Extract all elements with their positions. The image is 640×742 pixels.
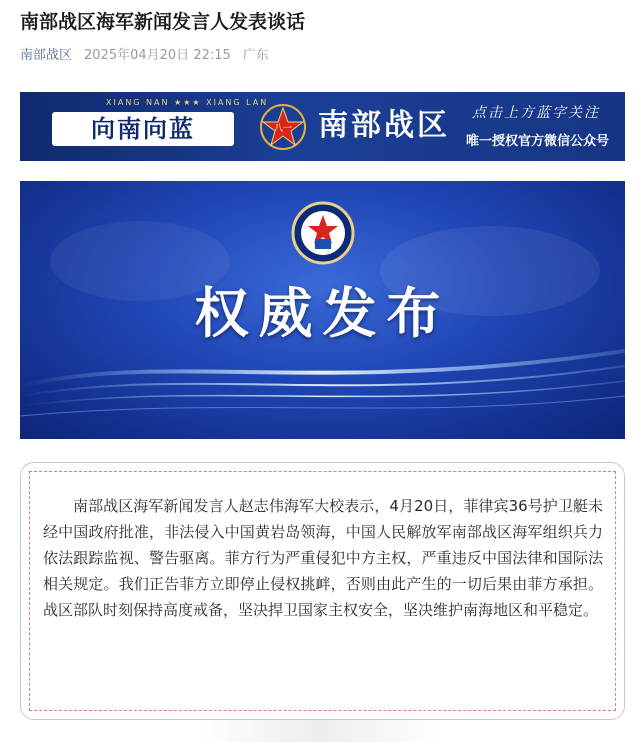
svg-text:八一: 八一 [273,124,293,134]
statement-box [20,462,625,720]
banner-org-name: 南部战区 [318,108,450,143]
publish-location: 广东 [242,48,269,63]
banner-slogan: 向南向蓝 [91,115,195,143]
article-meta [20,44,269,63]
publish-datetime: 2025年04月20日 22:15 [84,48,231,63]
banner-authorized-text: 唯一授权官方微信公众号 [466,134,610,149]
source-account-link[interactable]: 南部战区 [20,48,73,63]
statement-text: 南部战区海军新闻发言人赵志伟海军大校表示，4月20日，菲律宾36号护卫艇未经中国政府批准，非法侵入中国黄岩岛领海，中国人民解放军南部战区海军组织兵力依法跟踪监视、警告驱离。菲方行为严重侵犯中方主权，严重违反中国法律和国际法相关规定。我们正告菲方立即停止侵权挑衅，否则由此产生的一切后果由菲方承担。战区部队时刻保持高度戒备，坚决捍卫国家主权安全，坚决维护南海地区和平稳定。 [43,497,603,619]
article-title: 南部战区海军新闻发言人发表谈话 [20,11,306,33]
hero-image [20,181,625,439]
banner-follow-text: 点击上方蓝字关注 [472,105,600,121]
bayi-emblem-icon [256,102,310,152]
hero-headline: 权威发布 [194,281,451,345]
account-banner[interactable] [20,92,625,161]
navy-emblem-icon [293,203,353,263]
banner-stars-text: XIANG NAN ★★★ XIANG LAN [106,98,269,107]
scroll-fade [200,720,440,742]
